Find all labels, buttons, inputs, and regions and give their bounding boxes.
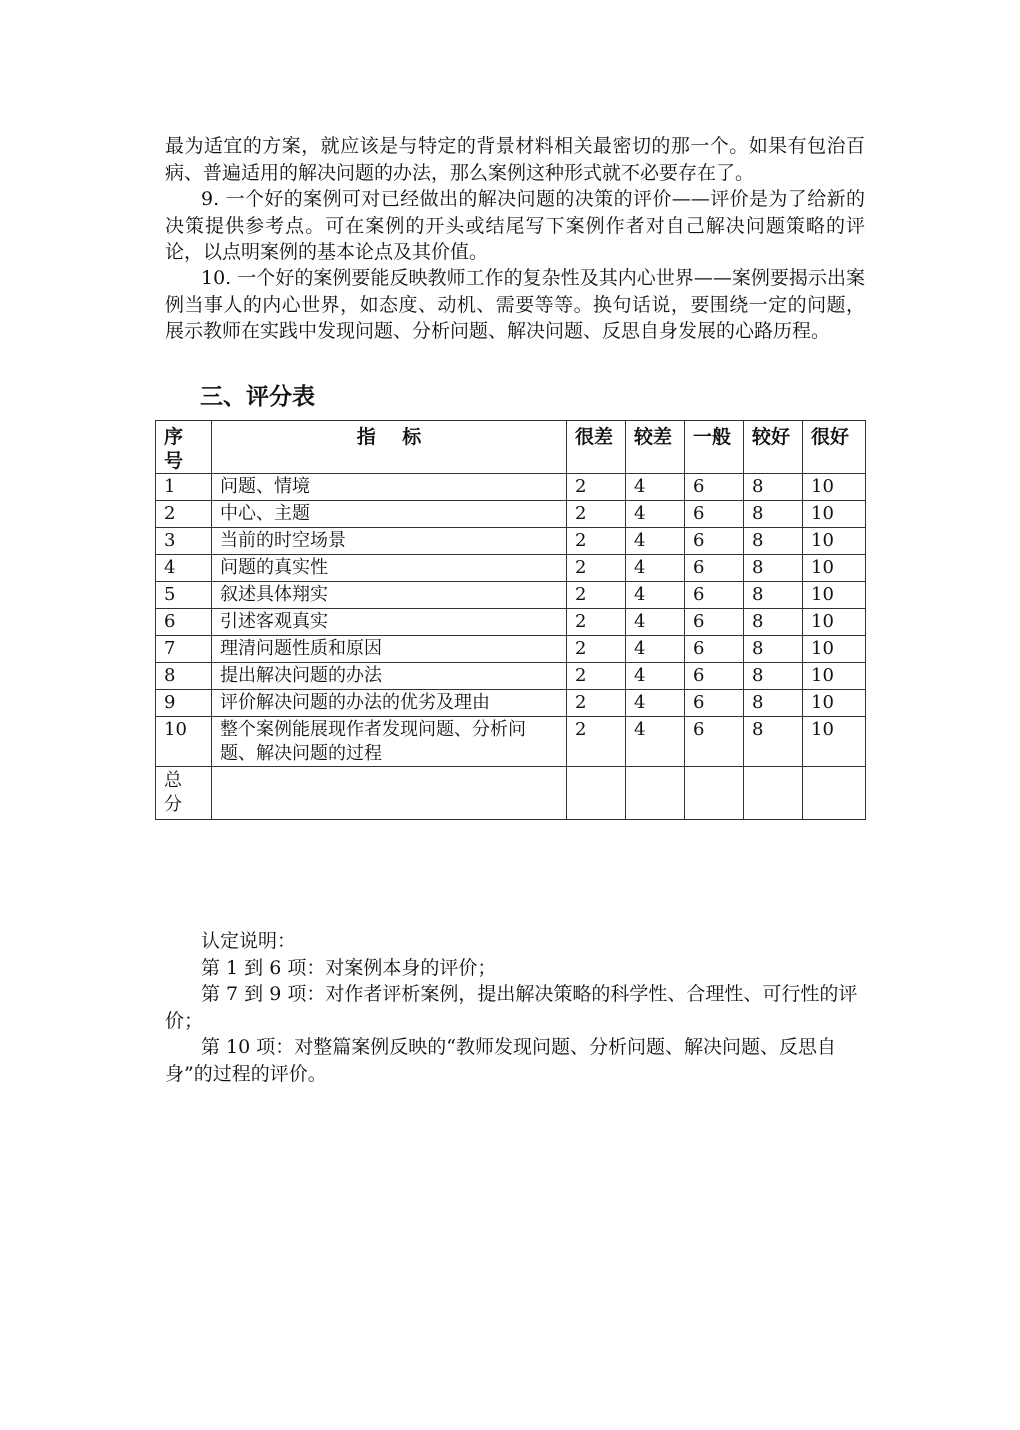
score-average: 6 [685, 717, 744, 767]
header-good: 较好 [744, 421, 803, 474]
score-very-poor: 2 [567, 717, 626, 767]
score-poor: 4 [626, 501, 685, 528]
row-index: 9 [156, 690, 212, 717]
row-index: 8 [156, 663, 212, 690]
header-indicator: 指 标 [212, 421, 567, 474]
score-average: 6 [685, 501, 744, 528]
header-very-poor: 很差 [567, 421, 626, 474]
row-index: 10 [156, 717, 212, 767]
score-poor: 4 [626, 474, 685, 501]
score-very-poor: 2 [567, 663, 626, 690]
score-average: 6 [685, 636, 744, 663]
total-cell[interactable] [626, 767, 685, 820]
table-row [156, 555, 866, 582]
row-index: 6 [156, 609, 212, 636]
intro-paragraph-2: 9. 一个好的案例可对已经做出的解决问题的决策的评价——评价是为了给新的决策提供参考点。可在案例的开头或结尾写下案例作者对自己解决问题策略的评论，以点明案例的基本论点及其价值。 [165, 188, 865, 263]
score-average: 6 [685, 474, 744, 501]
score-very-good: 10 [803, 609, 866, 636]
total-cell[interactable] [803, 767, 866, 820]
score-poor: 4 [626, 636, 685, 663]
header-index: 序号 [156, 421, 212, 474]
table-row [156, 636, 866, 663]
total-row [156, 767, 866, 820]
table-row [156, 663, 866, 690]
score-very-good: 10 [803, 636, 866, 663]
row-index: 1 [156, 474, 212, 501]
table-row [156, 582, 866, 609]
score-good: 8 [744, 609, 803, 636]
score-poor: 4 [626, 663, 685, 690]
row-index: 2 [156, 501, 212, 528]
note-item: 第 10 项：对整篇案例反映的“教师发现问题、分析问题、解决问题、反思自身”的过程的评价。 [165, 1036, 836, 1085]
score-average: 6 [685, 555, 744, 582]
score-very-good: 10 [803, 690, 866, 717]
score-poor: 4 [626, 582, 685, 609]
score-very-poor: 2 [567, 501, 626, 528]
table-row [156, 690, 866, 717]
scoring-table [155, 420, 866, 820]
score-very-good: 10 [803, 717, 866, 767]
score-good: 8 [744, 636, 803, 663]
score-good: 8 [744, 582, 803, 609]
total-label: 总分 [156, 767, 212, 820]
header-very-good: 很好 [803, 421, 866, 474]
score-average: 6 [685, 609, 744, 636]
notes-title: 认定说明： [201, 930, 297, 952]
note-item: 第 1 到 6 项：对案例本身的评价； [201, 956, 497, 979]
score-very-good: 10 [803, 501, 866, 528]
score-good: 8 [744, 501, 803, 528]
score-good: 8 [744, 690, 803, 717]
table-row [156, 717, 866, 767]
intro-paragraph-3: 10. 一个好的案例要能反映教师工作的复杂性及其内心世界——案例要揭示出案例当事人的内心世界，如态度、动机、需要等等。换句话说，要围绕一定的问题，展示教师在实践中发现问题、分析问题、解决问题、反思自身发展的心路历程。 [165, 267, 865, 342]
row-index: 7 [156, 636, 212, 663]
score-very-poor: 2 [567, 555, 626, 582]
table-header-row [156, 421, 866, 474]
score-very-poor: 2 [567, 609, 626, 636]
score-good: 8 [744, 663, 803, 690]
score-good: 8 [744, 474, 803, 501]
score-very-good: 10 [803, 582, 866, 609]
score-average: 6 [685, 528, 744, 555]
header-average: 一般 [685, 421, 744, 474]
score-average: 6 [685, 663, 744, 690]
row-index: 3 [156, 528, 212, 555]
score-very-good: 10 [803, 528, 866, 555]
total-cell[interactable] [212, 767, 567, 820]
table-row [156, 609, 866, 636]
row-index: 4 [156, 555, 212, 582]
total-cell[interactable] [567, 767, 626, 820]
total-cell[interactable] [685, 767, 744, 820]
score-very-poor: 2 [567, 690, 626, 717]
score-very-poor: 2 [567, 582, 626, 609]
score-good: 8 [744, 555, 803, 582]
row-indicator: 理清问题性质和原因 [212, 636, 567, 663]
score-average: 6 [685, 582, 744, 609]
score-poor: 4 [626, 609, 685, 636]
row-indicator: 整个案例能展现作者发现问题、分析问题、解决问题的过程 [212, 717, 567, 767]
score-very-poor: 2 [567, 528, 626, 555]
section-title: 三、评分表 [200, 384, 315, 410]
score-average: 6 [685, 690, 744, 717]
row-indicator: 评价解决问题的办法的优劣及理由 [212, 690, 567, 717]
table-row [156, 474, 866, 501]
header-poor: 较差 [626, 421, 685, 474]
row-indicator: 当前的时空场景 [212, 528, 567, 555]
score-poor: 4 [626, 717, 685, 767]
table-row [156, 528, 866, 555]
row-indicator: 问题、情境 [212, 474, 567, 501]
score-good: 8 [744, 717, 803, 767]
row-indicator: 问题的真实性 [212, 555, 567, 582]
row-indicator: 引述客观真实 [212, 609, 567, 636]
row-indicator: 叙述具体翔实 [212, 582, 567, 609]
score-very-good: 10 [803, 663, 866, 690]
row-indicator: 中心、主题 [212, 501, 567, 528]
score-poor: 4 [626, 555, 685, 582]
note-item: 第 7 到 9 项：对作者评析案例，提出解决策略的科学性、合理性、可行性的评价； [165, 983, 858, 1032]
row-index: 5 [156, 582, 212, 609]
score-very-good: 10 [803, 474, 866, 501]
table-row [156, 501, 866, 528]
intro-paragraph-1: 最为适宜的方案，就应该是与特定的背景材料相关最密切的那一个。如果有包治百病、普遍适用的解决问题的办法，那么案例这种形式就不必要存在了。 [165, 135, 865, 184]
score-poor: 4 [626, 690, 685, 717]
score-very-poor: 2 [567, 636, 626, 663]
score-very-poor: 2 [567, 474, 626, 501]
score-good: 8 [744, 528, 803, 555]
score-very-good: 10 [803, 555, 866, 582]
notes-section [165, 928, 865, 1087]
score-poor: 4 [626, 528, 685, 555]
row-indicator: 提出解决问题的办法 [212, 663, 567, 690]
total-cell[interactable] [744, 767, 803, 820]
